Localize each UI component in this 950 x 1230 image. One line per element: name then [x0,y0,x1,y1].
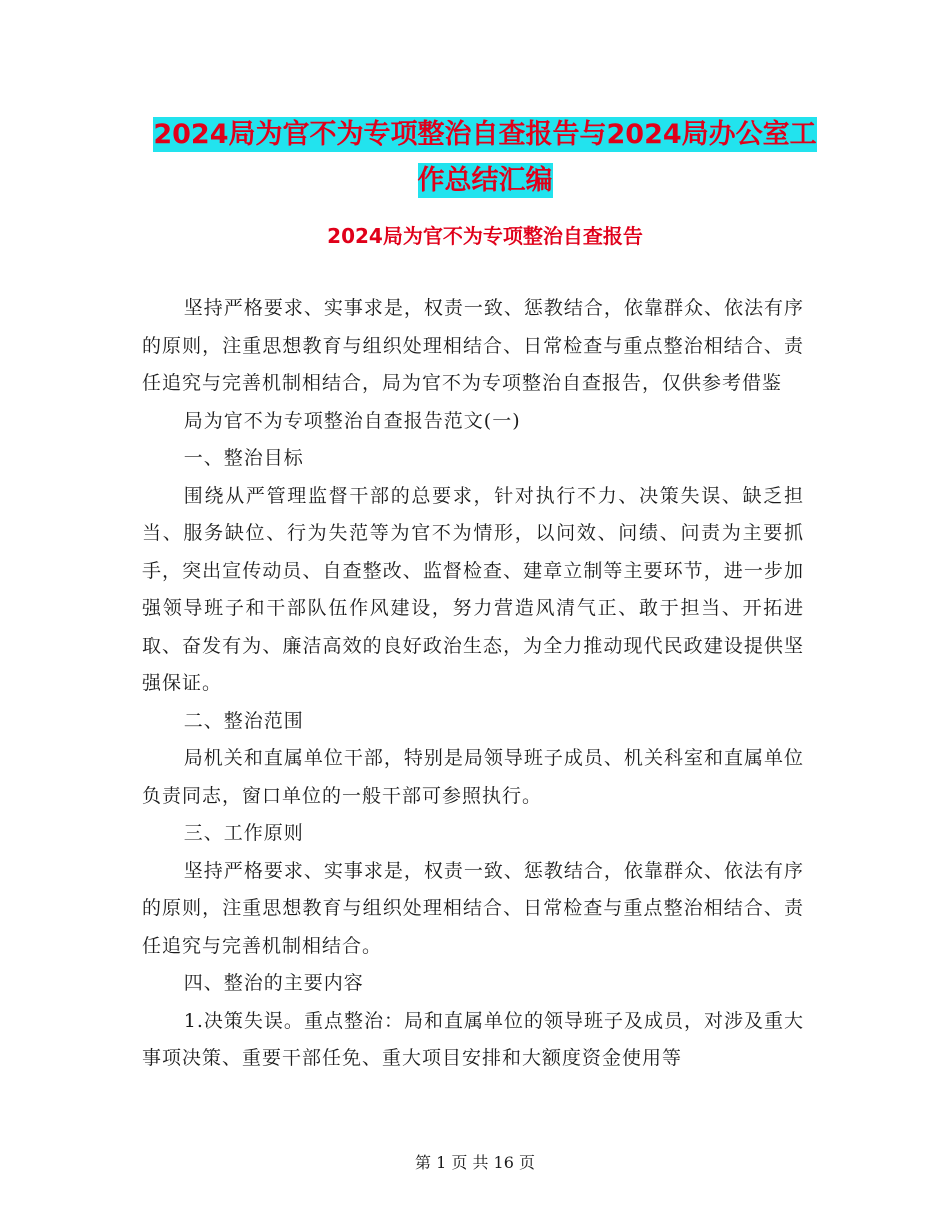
heading-scope: 二、整治范围 [183,709,304,732]
title-line-2: 作总结汇编 [417,165,553,196]
paragraph-decision-errors: 1.决策失误。重点整治：局和直属单位的领导班子及成员，对涉及重大事项决策、重要干部任免、重大项目安排和大额度资金使用等 [142,1009,804,1069]
paragraph-sample-heading: 局为官不为专项整治自查报告范文(一) [183,409,521,432]
heading-principles: 三、工作原则 [183,822,304,844]
page-footer: 第 1 页 共 16 页 [415,1153,535,1172]
document-body [142,290,804,1078]
paragraph-scope: 局机关和直属单位干部，特别是局领导班子成员、机关科室和直属单位负责同志，窗口单位的一般干部可参照执行。 [142,747,804,807]
heading-main-content: 四、整治的主要内容 [183,972,364,994]
document-title [140,112,830,204]
paragraph-intro: 坚持严格要求、实事求是，权责一致、惩教结合，依靠群众、依法有序的原则，注重思想教育与组织处理相结合、日常检查与重点整治相结合、责任追究与完善机制相结合，局为官不为专项整治自查报告，仅供参考借鉴 [142,297,804,394]
paragraph-principles: 坚持严格要求、实事求是，权责一致、惩教结合，依靠群众、依法有序的原则，注重思想教育与组织处理相结合、日常检查与重点整治相结合、责任追究与完善机制相结合。 [142,859,804,957]
title-line-1: 2024局为官不为专项整治自查报告与2024局办公室工 [153,119,817,150]
section-subtitle: 2024局为官不为专项整治自查报告 [327,224,643,248]
heading-goals: 一、整治目标 [183,447,304,469]
paragraph-goals: 围绕从严管理监督干部的总要求，针对执行不力、决策失误、缺乏担当、服务缺位、行为失范等为官不为情形，以问效、问绩、问责为主要抓手，突出宣传动员、自查整改、监督检查、建章立制等主要环节，进一步加强领导班子和干部队伍作风建设，努力营造风清气正、敢于担当、开拓进取、奋发有为、廉洁高效的良好政治生态，为全力推动现代民政建设提供坚强保证。 [142,484,804,694]
